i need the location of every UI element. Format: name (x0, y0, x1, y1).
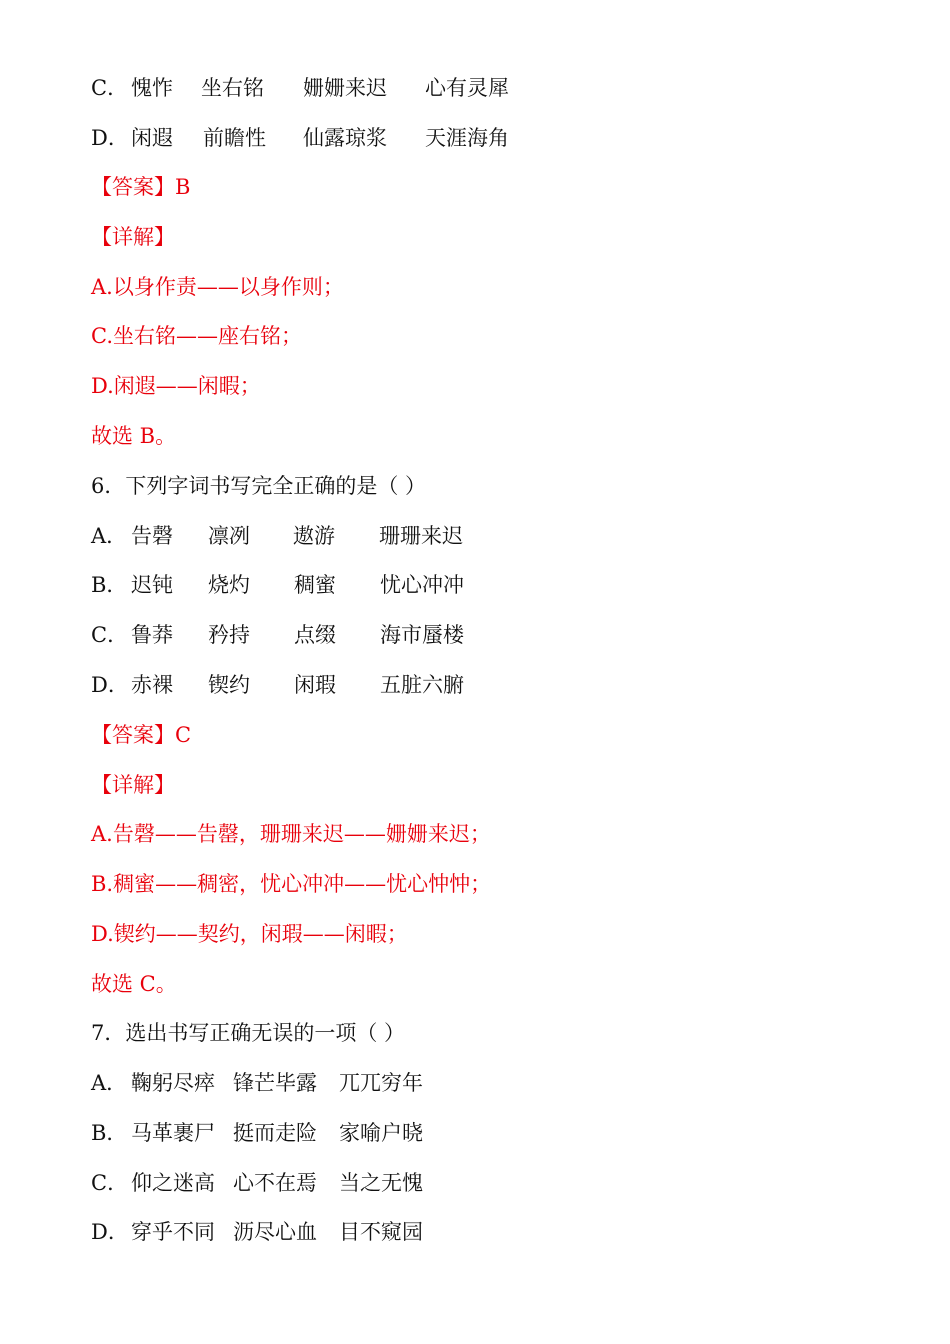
question-stem: 7．选出书写正确无误的一项（ ） (91, 1021, 406, 1045)
word: 闲遐 (131, 126, 173, 150)
word: 鞠躬尽瘁 (131, 1071, 215, 1095)
option-d (91, 669, 464, 701)
question-stem: 6．下列字词书写完全正确的是（ ） (91, 474, 427, 498)
option-letter: D． (91, 1220, 129, 1244)
word: 锲约 (208, 673, 250, 697)
word: 目不窥园 (339, 1220, 423, 1244)
option-a (91, 520, 463, 552)
word: 仙露琼浆 (303, 126, 387, 150)
option-d (91, 122, 509, 154)
option-letter: C． (91, 623, 129, 647)
word: 矜持 (208, 623, 250, 647)
word: 锋芒毕露 (233, 1071, 317, 1095)
answer-label: 【答案】C (91, 723, 192, 747)
word: 海市蜃楼 (380, 623, 464, 647)
word: 姗姗来迟 (303, 76, 387, 100)
detail-line: C.坐右铭——座右铭； (91, 324, 302, 348)
word: 稠蜜 (294, 573, 336, 597)
word: 遨游 (293, 524, 335, 548)
option-letter: D． (91, 673, 129, 697)
word: 马革裹尸 (131, 1121, 215, 1145)
detail-line: A.告磬——告罄，珊珊来迟——姗姗来迟； (91, 822, 491, 846)
detail-line: D.闲遐——闲暇； (91, 374, 261, 398)
detail-line: D.锲约——契约，闲瑕——闲暇； (91, 922, 408, 946)
word: 赤裸 (131, 673, 173, 697)
word: 兀兀穷年 (339, 1071, 423, 1095)
answer-label: 【答案】B (91, 175, 191, 199)
word: 迟钝 (131, 573, 173, 597)
option-a (91, 1067, 423, 1099)
conclusion: 故选 C。 (91, 972, 177, 996)
detail-line: B.稠蜜——稠密，忧心冲冲——忧心忡忡； (91, 872, 492, 896)
word: 家喻户晓 (339, 1121, 423, 1145)
word: 穿乎不同 (131, 1220, 215, 1244)
word: 坐右铭 (201, 76, 264, 100)
word: 鲁莽 (131, 623, 173, 647)
word: 闲瑕 (294, 673, 336, 697)
word: 珊珊来迟 (379, 524, 463, 548)
option-c (91, 619, 464, 651)
option-c (91, 1167, 423, 1199)
word: 凛冽 (208, 524, 250, 548)
detail-label: 【详解】 (91, 773, 175, 797)
detail-label: 【详解】 (91, 225, 175, 249)
option-b (91, 569, 464, 601)
word: 前瞻性 (203, 126, 266, 150)
option-letter: C． (91, 76, 129, 100)
option-letter: C． (91, 1171, 129, 1195)
option-letter: B． (91, 1121, 128, 1145)
word: 当之无愧 (339, 1171, 423, 1195)
option-d (91, 1216, 423, 1248)
word: 烧灼 (208, 573, 250, 597)
option-c (91, 72, 509, 104)
option-b (91, 1117, 423, 1149)
word: 忧心冲冲 (380, 573, 464, 597)
word: 五脏六腑 (380, 673, 464, 697)
word: 点缀 (294, 623, 336, 647)
word: 愧怍 (131, 76, 173, 100)
word: 心有灵犀 (425, 76, 509, 100)
word: 心不在焉 (233, 1171, 317, 1195)
conclusion: 故选 B。 (91, 424, 177, 448)
word: 沥尽心血 (233, 1220, 317, 1244)
word: 挺而走险 (233, 1121, 317, 1145)
word: 仰之迷高 (131, 1171, 215, 1195)
option-letter: D． (91, 126, 129, 150)
detail-line: A.以身作责——以身作则； (91, 275, 344, 299)
option-letter: A． (91, 1071, 128, 1095)
word: 告磬 (131, 524, 173, 548)
option-letter: B． (91, 573, 128, 597)
word: 天涯海角 (425, 126, 509, 150)
option-letter: A． (91, 524, 128, 548)
